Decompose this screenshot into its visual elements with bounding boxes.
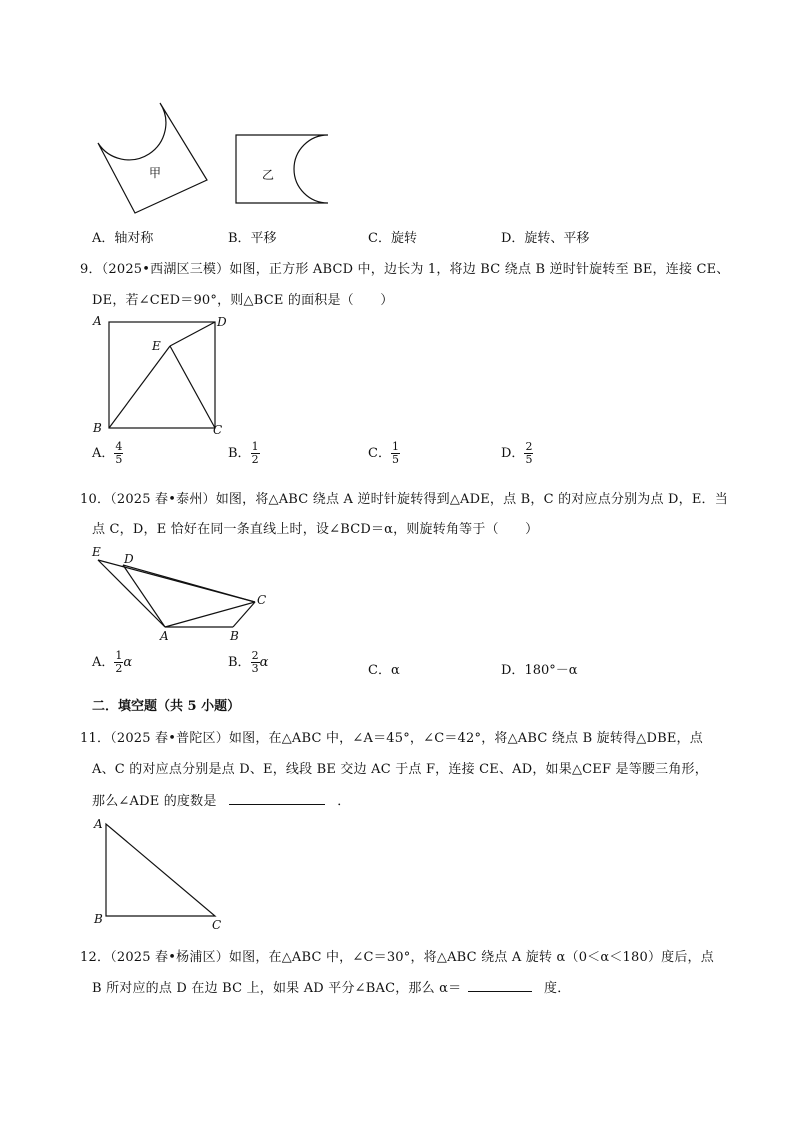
- q11-triangle-figure: [88, 812, 238, 934]
- fig-yi-label: 乙: [262, 168, 275, 182]
- q12-stem-line2: B 所对应的点 D 在边 BC 上，如果 AD 平分∠BAC，那么 α＝ 度．: [92, 977, 570, 996]
- q9-label-e: E: [152, 339, 161, 353]
- fig-jia-label: 甲: [149, 166, 162, 180]
- q8-option-c[interactable]: C．旋转: [368, 231, 417, 246]
- q8-option-d[interactable]: D．旋转、平移: [501, 231, 590, 246]
- q9-option-b[interactable]: B． $\frac{1}{2}$: [228, 440, 259, 466]
- q11-label-b: B: [94, 912, 103, 926]
- q9-label-c: C: [213, 423, 223, 437]
- q11-stem-line2: A、C 的对应点分别是点 D、E，线段 BE 交边 AC 于点 F，连接 CE、AD，如果△CEF 是等腰三角形，: [92, 762, 708, 777]
- q9-option-a[interactable]: A． $\frac{4}{5}$: [92, 440, 123, 466]
- q11-answer-blank[interactable]: [229, 791, 325, 805]
- q9-label-b: B: [93, 421, 102, 435]
- jia-shape: [98, 103, 207, 213]
- q10-option-d[interactable]: D．180°－α: [501, 663, 578, 678]
- q8-option-a[interactable]: A．轴对称: [92, 231, 154, 246]
- q10-option-a[interactable]: A． $\frac{1}{2}$ α: [92, 649, 133, 675]
- q9-label-d: D: [217, 315, 227, 329]
- q10-label-a: A: [160, 629, 169, 643]
- q11-label-a: A: [94, 817, 103, 831]
- q12-stem-line1: 12．（2025 春•杨浦区）如图，在△ABC 中，∠C＝30°，将△ABC 绕点 A 旋转 α（0＜α＜180）度后，点: [80, 950, 714, 965]
- section-heading: 二．填空题（共 5 小题）: [92, 699, 241, 714]
- q12-answer-blank[interactable]: [468, 978, 532, 992]
- q10-stem-line1: 10．（2025 春•泰州）如图，将△ABC 绕点 A 逆时针旋转得到△ADE，点 B，C 的对应点分别为点 D，E．当: [80, 492, 728, 507]
- q11-label-c: C: [212, 918, 222, 932]
- q10-label-e: E: [92, 545, 101, 559]
- q10-option-b[interactable]: B． $\frac{2}{3}$ α: [228, 649, 269, 675]
- q11-stem-line3: 那么∠ADE 的度数是 ．: [92, 790, 350, 809]
- q10-figure: [88, 540, 278, 645]
- q9-option-c[interactable]: C． $\frac{1}{5}$: [368, 440, 399, 466]
- q9-stem-line1: 9．（2025•西湖区三模）如图，正方形 ABCD 中，边长为 1，将边 BC 绕点 B 逆时针旋转至 BE，连接 CE、: [80, 262, 730, 277]
- q11-stem-line1: 11．（2025 春•普陀区）如图，在△ABC 中，∠A＝45°，∠C＝42°，将△ABC 绕点 B 旋转得△DBE，点: [80, 731, 703, 746]
- q9-label-a: A: [93, 314, 102, 328]
- q10-option-c[interactable]: C．α: [368, 663, 400, 678]
- q10-label-b: B: [230, 629, 239, 643]
- q8-figures: [80, 95, 340, 215]
- q8-option-b[interactable]: B．平移: [228, 231, 277, 246]
- q9-stem-line2: DE，若∠CED＝90°，则△BCE 的面积是（ ）: [92, 293, 394, 308]
- q9-square-figure: [88, 308, 238, 438]
- yi-shape: [236, 135, 328, 203]
- q9-option-d[interactable]: D． $\frac{2}{5}$: [501, 440, 533, 466]
- q10-label-c: C: [257, 593, 267, 607]
- q10-label-d: D: [124, 552, 134, 566]
- q10-stem-line2: 点 C，D，E 恰好在同一条直线上时，设∠BCD＝α，则旋转角等于（ ）: [92, 522, 539, 537]
